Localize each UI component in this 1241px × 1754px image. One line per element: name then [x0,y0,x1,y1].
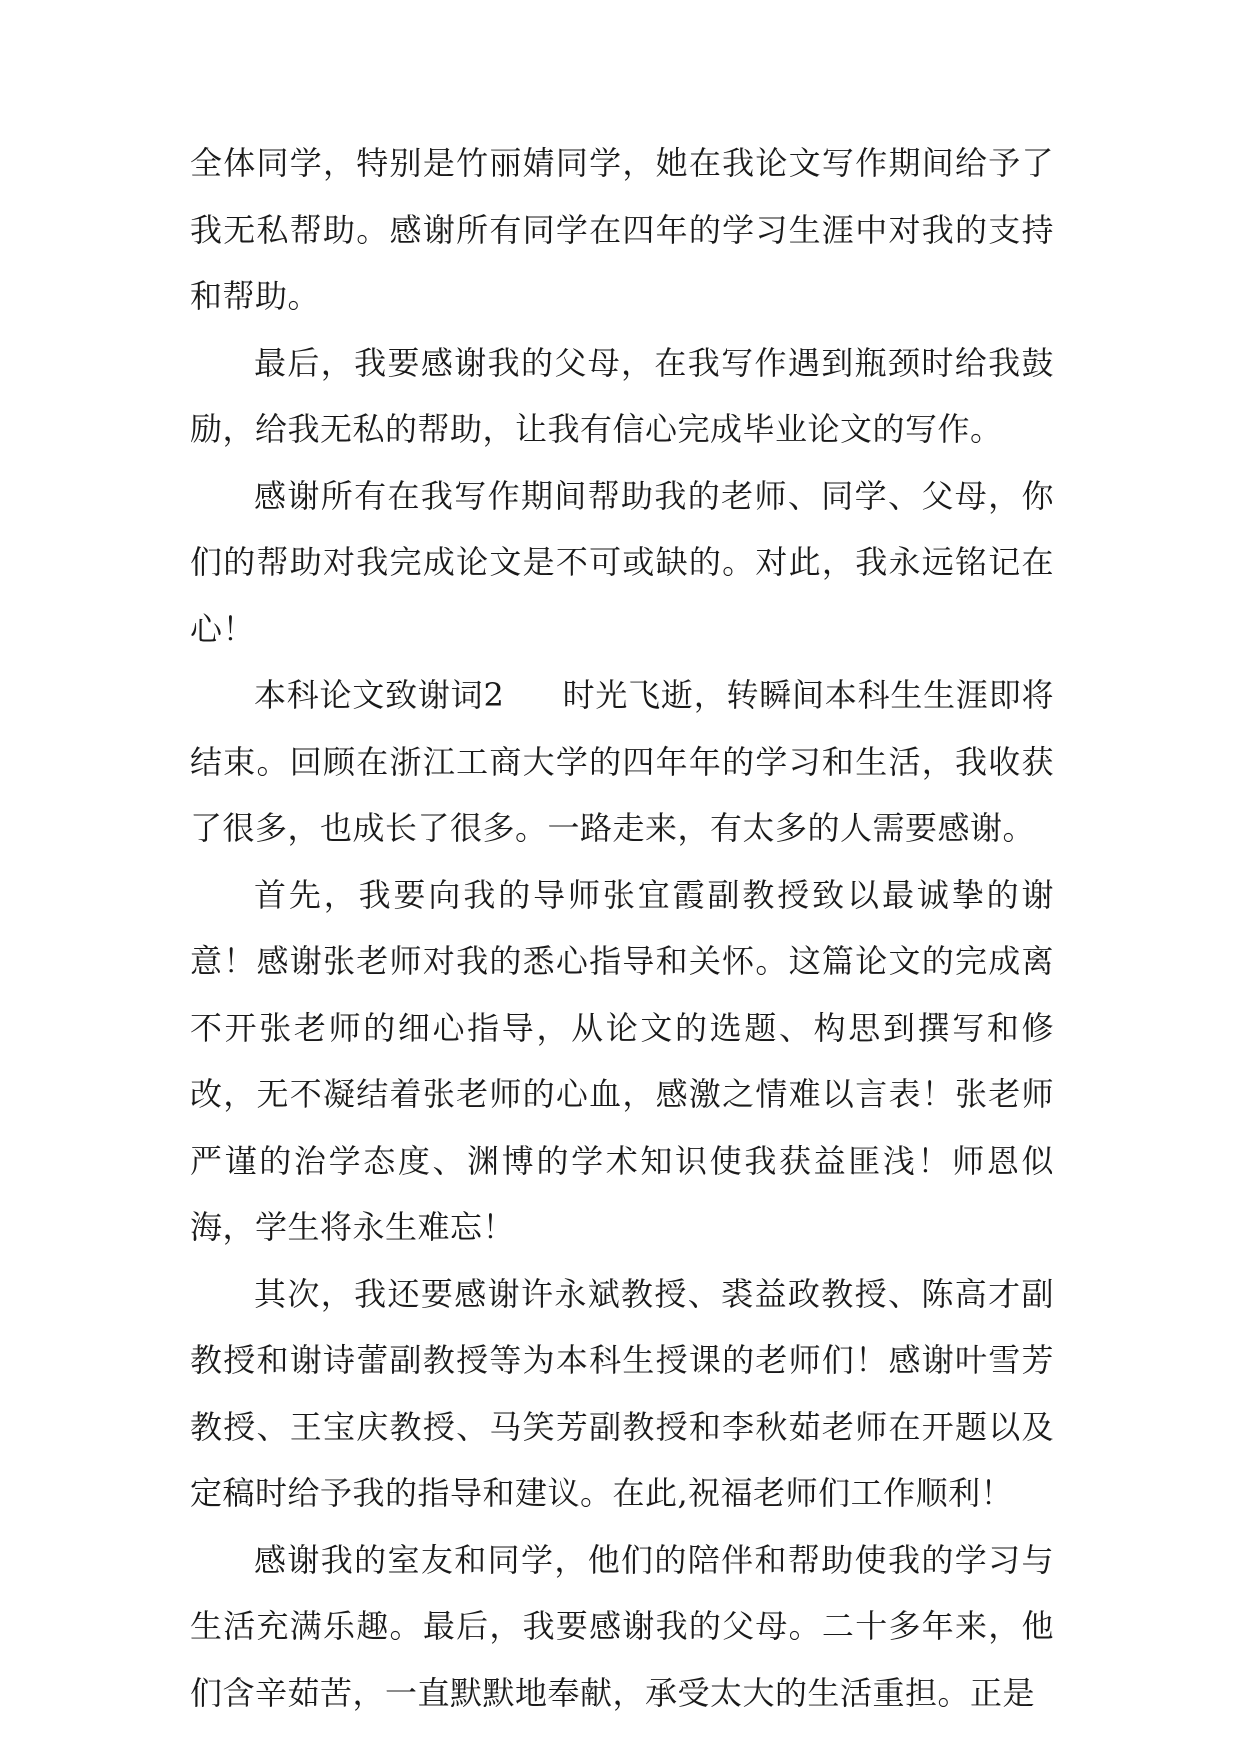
paragraph-advisor: 首先，我要向我的导师张宜霞副教授致以最诚挚的谢意！感谢张老师对我的悉心指导和关怀。这篇论文的完成离不开张老师的细心指导，从论文的选题、构思到撰写和修改，无不凝结着张老师的心血，感激之情难以言表！张老师严谨的治学态度、渊博的学术知识使我获益匪浅！师恩似海，学生将永生难忘！ [190,875,1054,1246]
paragraph-roommates-parents: 感谢我的室友和同学，他们的陪伴和帮助使我的学习与生活充满乐趣。最后，我要感谢我的父母。二十多年来，他们含辛茹苦，一直默默地奉献，承受太大的生活重担。正是 [190,1540,1054,1712]
paragraph-classmates: 全体同学，特别是竹丽婧同学，她在我论文写作期间给予了我无私帮助。感谢所有同学在四年的学习生涯中对我的支持和帮助。 [190,144,1054,315]
section-intro-text: 时光飞逝，转瞬间本科生生涯即将结束。回顾在浙江工商大学的四年年的学习和生活，我收获了很多，也成长了很多。一路走来，有太多的人需要感谢。 [190,676,1054,847]
paragraph-thanks-all: 感谢所有在我写作期间帮助我的老师、同学、父母，你们的帮助对我完成论文是不可或缺的。对此，我永远铭记在心！ [190,476,1054,648]
paragraph-professors: 其次，我还要感谢许永斌教授、裘益政教授、陈高才副教授和谢诗蕾副教授等为本科生授课的老师们！感谢叶雪芳教授、王宝庆教授、马笑芳副教授和李秋茹老师在开题以及定稿时给予我的指导和建议。在此,祝福老师们工作顺利！ [190,1274,1054,1512]
document-body [190,130,1054,1726]
paragraph-section-2 [190,662,1054,862]
section-heading: 本科论文致谢词2 [254,676,505,714]
paragraph-parents: 最后，我要感谢我的父母，在我写作遇到瓶颈时给我鼓励，给我无私的帮助，让我有信心完成毕业论文的写作。 [190,343,1054,448]
